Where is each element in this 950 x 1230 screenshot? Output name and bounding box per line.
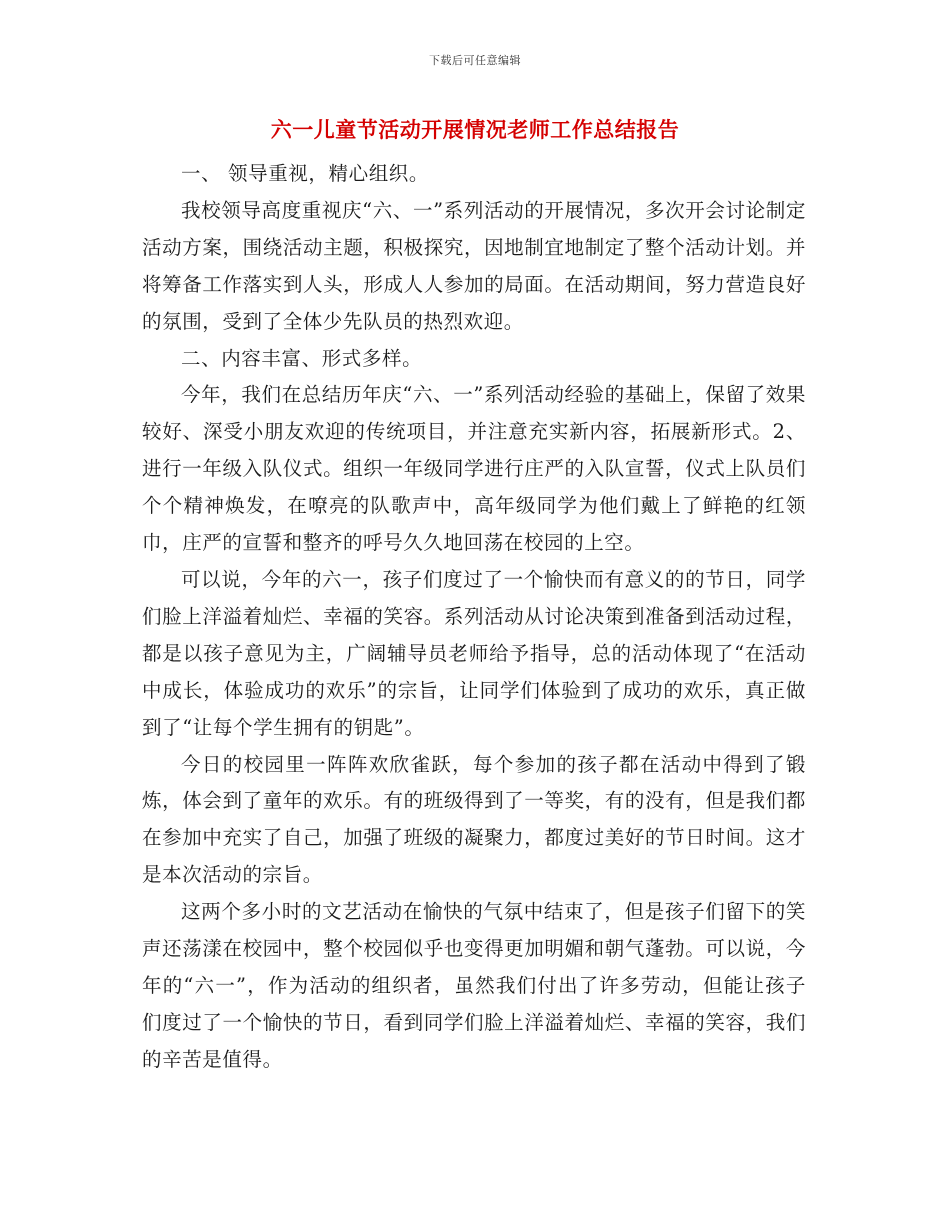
paragraph-1: 我校领导高度重视庆“六、一”系列活动的开展情况，多次开会讨论制定活动方案，围绕活动主题，积极探究，因地制宜地制定了整个活动计划。并将筹备工作落实到人头，形成人人参加的局面。在活动期间，努力营造良好的氛围，受到了全体少先队员的热烈欢迎。 bbox=[142, 198, 806, 333]
paragraph-3: 可以说，今年的六一，孩子们度过了一个愉快而有意义的的节日，同学们脸上洋溢着灿烂、幸福的笑容。系列活动从讨论决策到准备到活动过程，都是以孩子意见为主，广阔辅导员老师给予指导，总的活动体现了“在活动中成长，体验成功的欢乐”的宗旨，让同学们体验到了成功的欢乐，真正做到了“让每个学生拥有的钥匙”。 bbox=[142, 567, 806, 739]
page-header: 下载后可任意编辑 bbox=[429, 54, 521, 67]
document-title: 六一儿童节活动开展情况老师工作总结报告 bbox=[270, 117, 680, 142]
paragraph-2: 今年，我们在总结历年庆“六、一”系列活动经验的基础上，保留了效果较好、深受小朋友欢迎的传统项目，并注意充实新内容，拓展新形式。2、进行一年级入队仪式。组织一年级同学进行庄严的入队宣誓，仪式上队员们个个精神焕发，在嘹亮的队歌声中，高年级同学为他们戴上了鲜艳的红领巾，庄严的宣誓和整齐的呼号久久地回荡在校园的上空。 bbox=[142, 383, 806, 555]
section-heading-1: 一、 领导重视，精心组织。 bbox=[181, 162, 429, 185]
paragraph-4: 今日的校园里一阵阵欢欣雀跃，每个参加的孩子都在活动中得到了锻炼，体会到了童年的欢乐。有的班级得到了一等奖，有的没有，但是我们都在参加中充实了自己，加强了班级的凝聚力，都度过美好的节日时间。这才是本次活动的宗旨。 bbox=[142, 752, 806, 887]
document-body bbox=[142, 156, 806, 1079]
section-heading-2: 二、内容丰富、形式多样。 bbox=[181, 346, 423, 370]
paragraph-5: 这两个多小时的文艺活动在愉快的气氛中结束了，但是孩子们留下的笑声还荡漾在校园中，整个校园似乎也变得更加明媚和朝气蓬勃。可以说，今年的“六一”，作为活动的组织者，虽然我们付出了许多劳动，但能让孩子们度过了一个愉快的节日，看到同学们脸上洋溢着灿烂、幸福的笑容，我们的辛苦是值得。 bbox=[142, 900, 806, 1071]
